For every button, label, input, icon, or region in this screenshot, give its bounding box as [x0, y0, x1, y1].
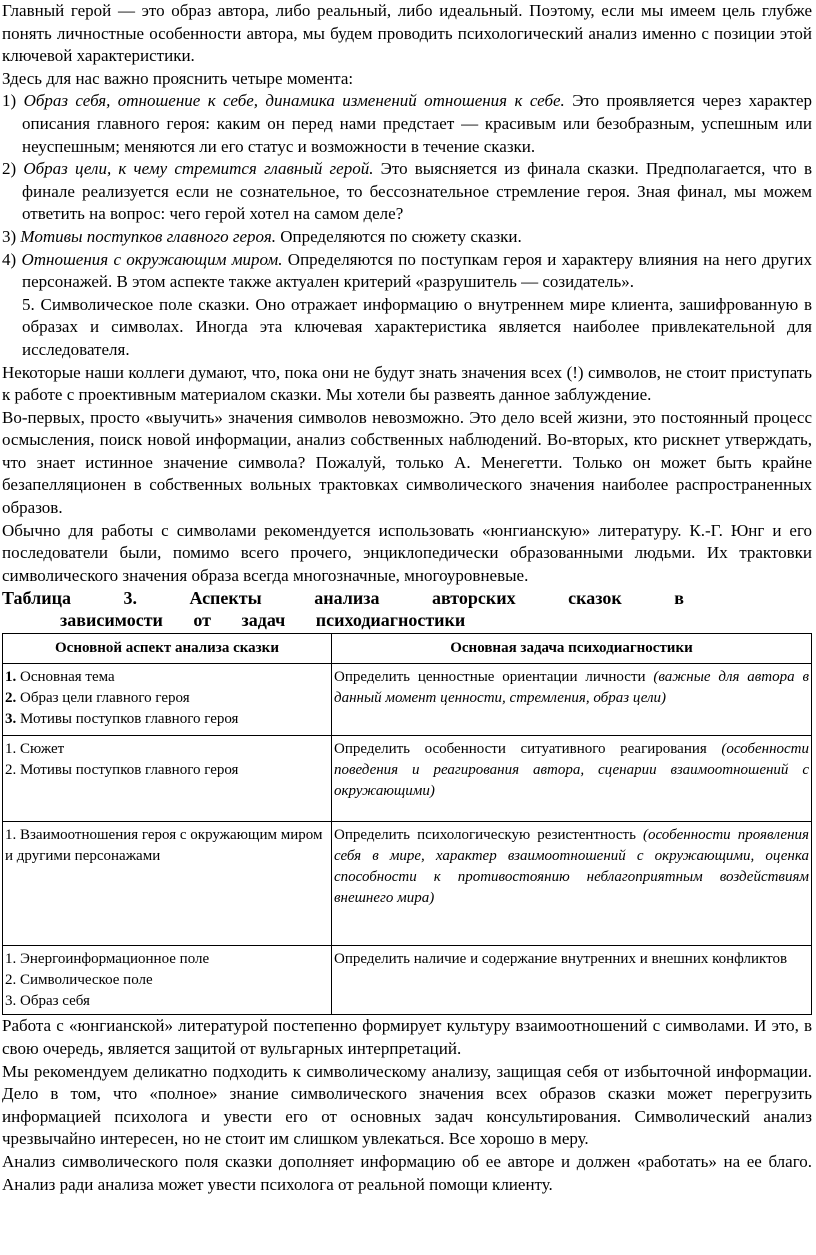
row-text: 1. Энергоинформационное поле [5, 951, 210, 968]
list-item-text: Определяются по поступкам героя и характеру влияния на него других персонажей. В этом аспекте также актуален критерий «разрушитель — созидатель». [22, 249, 813, 292]
list-item-number: 1) [2, 91, 17, 111]
table-caption-line-2: зависимости от задач психодиагностики [60, 610, 466, 631]
table-cell-aspect [3, 664, 332, 736]
list-item-number: 4) [2, 249, 17, 269]
row-num: 3. [5, 711, 17, 728]
table-caption [2, 587, 812, 631]
list-item-2 [2, 158, 812, 226]
table-header-cell: Основной аспект анализа сказки [3, 634, 332, 664]
list-item-text: Определяются по сюжету сказки. [275, 226, 522, 246]
row-text: 2. Мотивы поступков главного героя [5, 762, 239, 779]
row-text: Мотивы поступков главного героя [16, 711, 239, 728]
caption-word: Аспекты [189, 588, 262, 609]
caption-word: сказок [568, 588, 622, 609]
table-row [3, 736, 812, 822]
list-item-3 [2, 226, 812, 249]
table-cell-task [332, 822, 812, 946]
caption-word: авторских [431, 588, 516, 609]
row-text: 2. Символическое поле [5, 972, 153, 989]
list-item-italic: Отношения с окружающим миром. [21, 249, 283, 269]
table-header-row [3, 634, 812, 664]
intro-paragraph: Главный герой — это образ автора, либо реальный, либо идеальный. Поэтому, если мы имеем цель глубже понять личностные особенности автора, мы будем проводить психологический анализ именно с позиции этой ключевой характеристики. [2, 1, 812, 66]
row-text: 3. Образ себя [5, 993, 90, 1010]
table-cell-aspect [3, 946, 332, 1015]
row-num: 2. [5, 690, 17, 707]
row-text: 1. Сюжет [5, 741, 65, 758]
row-text: Основная тема [16, 669, 115, 686]
caption-word: анализа [314, 588, 380, 609]
closing-paragraph-2: Мы рекомендуем деликатно подходить к символическому анализу, защищая себя от избыточной информации. Дело в том, что «полное» знание символического значения всех образов сказки может перегрузить информацией психолога и увести его от основных задач консультирования. Символический анализ чрезвычайно интересен, но не стоит им слишком увлекаться. Все хорошо в меру. [2, 1061, 812, 1149]
caption-word: 3. [123, 588, 137, 609]
table-cell-task [332, 736, 812, 822]
intro-paragraph-2: Здесь для нас важно прояснить четыре момента: [2, 68, 354, 88]
caption-word: в [674, 588, 684, 609]
list-item-number: 3) [2, 226, 17, 246]
task-italic: (особенности поведения и реагирования автора, сценарии взаимоотношений с окружающими) [334, 741, 809, 800]
aspects-table [2, 633, 812, 1015]
row-num: 1. [5, 669, 17, 686]
body-paragraph-3: Обычно для работы с символами рекомендуется использовать «юнгианскую» литературу. К.-Г. Юнг и его последователи были, помимо всего прочего, энциклопедически образованными людьми. Их трактовки символического значения образа всегда многозначные, многоуровневые. [2, 520, 812, 585]
row-text: 1. Взаимоотношения героя с окружающим миром и другими персонажами [5, 827, 323, 865]
body-paragraph-1: Некоторые наши коллеги думают, что, пока они не будут знать значения всех (!) символов, не стоит приступать к работе с проективным материалом сказки. Мы хотели бы развеять данное заблуждение. [2, 362, 812, 405]
body-paragraph-2: Во-первых, просто «выучить» значения символов невозможно. Это дело всей жизни, это постоянный процесс осмысления, поиск новой информации, анализ собственных наблюдений. Во-вторых, кто рискнет утверждать, что знает истинное значение символа? Пожалуй, только А. Менегетти. Только он может быть крайне безапелляционен в собственных вольных трактовках символического значения наиболее распространенных образов. [2, 407, 812, 518]
list-item-italic: Мотивы поступков главного героя. [20, 226, 276, 246]
task-text: Определить особенности ситуативного реагирования [334, 741, 722, 758]
list-item-1 [2, 90, 812, 158]
list-item-number: 2) [2, 159, 17, 179]
task-text: Определить наличие и содержание внутренних и внешних конфликтов [334, 951, 788, 968]
row-text: Образ цели главного героя [16, 690, 190, 707]
table-cell-task [332, 664, 812, 736]
list-item-4 [2, 249, 812, 294]
task-italic: (особенности проявления себя в мире, характер взаимоотношений с окружающими, оценка способности к противостоянию неблагоприятным воздействиям внешнего мира) [334, 827, 809, 907]
list-item-5: 5. Символическое поле сказки. Оно отражает информацию о внутреннем мире клиента, зашифрованную в образах и символах. Иногда эта ключевая характеристика является наиболее привлекательной для исследователя. [22, 294, 812, 359]
task-text: Определить психологическую резистентность [334, 827, 644, 844]
table-row [3, 664, 812, 736]
table-caption-line-1 [2, 587, 812, 609]
task-text: Определить ценностные ориентации личности [334, 669, 654, 686]
list-item-text: Это выясняется из финала сказки. Предполагается, что в финале реализуется если не сознательное, то бессознательное стремление героя. Зная финал, мы можем ответить на вопрос: чего герой хотел на самом деле? [22, 159, 812, 224]
table-cell-aspect [3, 822, 332, 946]
closing-paragraph-3: Анализ символического поля сказки дополняет информацию об ее авторе и должен «работать» на ее благо. Анализ ради анализа может увести психолога от реальной помощи клиенту. [2, 1152, 812, 1194]
table-header-cell: Основная задача психодиагностики [332, 634, 812, 664]
table-row [3, 946, 812, 1015]
table-row [3, 822, 812, 946]
list-item-italic: Образ себя, отношение к себе, динамика изменений отношения к себе. [23, 91, 565, 111]
table-cell-aspect [3, 736, 332, 822]
table-cell-task [332, 946, 812, 1015]
list-item-text: Это проявляется через характер описания главного героя: каким он перед нами предстает — красивым или безобразным, успешным или неуспешным; меняются ли его статус и возможности в течение сказки. [22, 91, 813, 156]
caption-word: Таблица [2, 588, 71, 609]
list-item-italic: Образ цели, к чему стремится главный герой. [23, 159, 374, 179]
closing-paragraph-1: Работа с «юнгианской» литературой постепенно формирует культуру взаимоотношений с символами. И это, в свою очередь, является защитой от вульгарных интерпретаций. [2, 1016, 812, 1059]
task-italic: (важные для автора в данный момент ценности, стремления, образ цели) [334, 669, 809, 707]
